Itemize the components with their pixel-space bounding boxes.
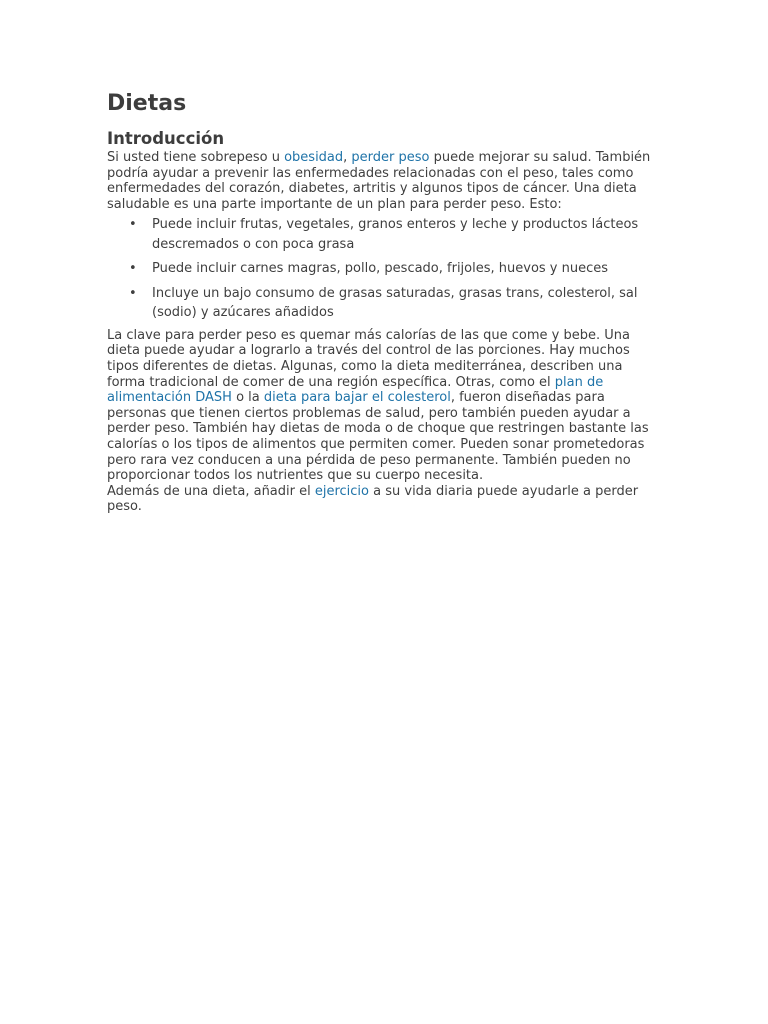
intro-text-1: Si usted tiene sobrepeso u [107,150,285,165]
closing-text-2: a su vida diaria puede ayudarle a perder peso. [107,483,639,515]
link-obesidad[interactable]: obesidad [284,150,344,165]
closing-text-1: Además de una dieta, añadir el [107,483,315,499]
link-plan-dash[interactable]: plan de alimentación DASH [107,374,604,406]
link-ejercicio[interactable]: ejercicio [314,483,369,499]
list-item: • Puede incluir frutas, vegetales, granos enteros y leche y productos lácteos descremados o con poca grasa [152,215,663,254]
link-perder-peso[interactable]: perder peso [351,150,430,165]
list-item: • Incluye un bajo consumo de grasas saturadas, grasas trans, colesterol, sal (sodio) y azúcares añadidos [152,284,663,323]
link-dieta-colesterol[interactable]: dieta para bajar el colesterol [263,390,451,406]
closing-paragraph [107,484,663,515]
section-heading: Introducción [107,129,225,148]
body-text-2: o la [231,390,264,406]
intro-text-3: puede mejorar su salud. También podría ayudar a prevenir las enfermedades relacionadas con el peso, tales como enfermedades del corazón, diabetes, artritis y algunos tipos de cáncer. Una dieta saludable es una parte importante de un plan para perder peso. Esto: [107,150,651,212]
article [107,90,663,515]
body-text-3: , fueron diseñadas para personas que tienen ciertos problemas de salud, pero también pueden ayudar a perder peso. También hay dietas de moda o de choque que restringen bastante las calorías o los tipos de alimentos que permiten comer. Pueden sonar prometedoras pero rara vez conducen a una pérdida de peso permanente. También pueden no proporcionar todos los nutrientes que su cuerpo necesita. [107,390,649,484]
page-title: Dietas [107,91,187,116]
intro-text-2: , [343,150,352,165]
list-item: • Puede incluir carnes magras, pollo, pescado, frijoles, huevos y nueces [152,259,663,279]
diet-features-list [107,215,663,323]
body-text-1: La clave para perder peso es quemar más calorías de las que come y bebe. Una dieta puede ayudar a lograrlo a través del control de las porciones. Hay muchos tipos diferentes de dietas. Algunas, como la dieta mediterránea, describen una forma tradicional de comer de una región específica. Otras, como el [107,327,630,390]
intro-paragraph [107,150,663,212]
body-paragraph [107,328,663,484]
